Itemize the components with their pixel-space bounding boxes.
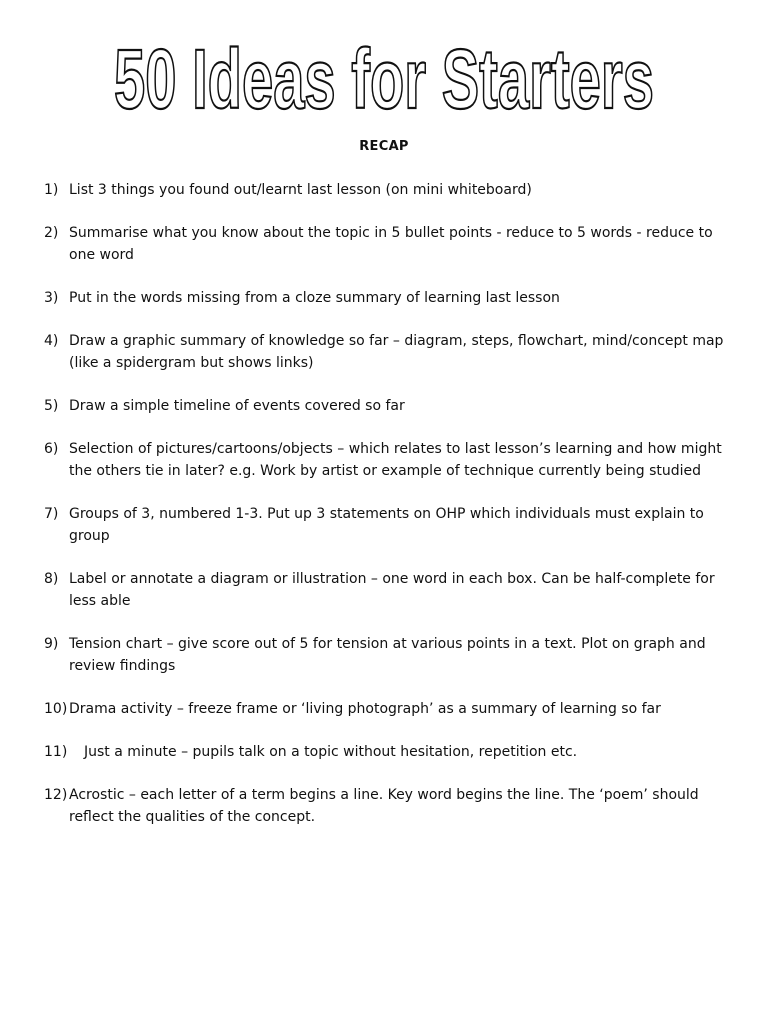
item-text: Summarise what you know about the topic in 5 bullet points - reduce to 5 words - reduce to one word [69, 225, 713, 263]
list-item [44, 568, 734, 612]
item-number: 1) [44, 182, 59, 198]
item-number: 5) [44, 398, 59, 414]
list-item [44, 698, 734, 720]
list-item [44, 503, 734, 547]
item-text: Tension chart – give score out of 5 for tension at various points in a text. Plot on graph and review findings [69, 636, 706, 674]
item-number: 11) [44, 744, 68, 760]
list-item [44, 784, 734, 828]
ideas-list [44, 179, 734, 849]
item-number: 8) [44, 571, 59, 587]
item-text: Just a minute – pupils talk on a topic without hesitation, repetition etc. [84, 744, 578, 760]
list-item [44, 222, 734, 266]
list-item [44, 395, 734, 417]
list-item [44, 438, 734, 482]
list-item [44, 741, 734, 763]
item-text: Label or annotate a diagram or illustration – one word in each box. Can be half-complete for less able [69, 571, 715, 609]
list-item [44, 287, 734, 309]
item-number: 12) [44, 787, 68, 803]
item-text: Selection of pictures/cartoons/objects – which relates to last lesson’s learning and how might the others tie in later? e.g. Work by artist or example of technique currently being studied [69, 441, 722, 479]
item-number: 4) [44, 333, 59, 349]
document-title [0, 28, 768, 128]
list-item [44, 633, 734, 677]
list-item [44, 330, 734, 374]
item-text: Groups of 3, numbered 1-3. Put up 3 statements on OHP which individuals must explain to group [69, 506, 704, 544]
item-text: Drama activity – freeze frame or ‘living photograph’ as a summary of learning so far [69, 701, 661, 717]
item-text: Draw a simple timeline of events covered so far [69, 398, 405, 414]
item-text: Put in the words missing from a cloze summary of learning last lesson [69, 290, 560, 306]
item-number: 2) [44, 225, 59, 241]
item-text: List 3 things you found out/learnt last lesson (on mini whiteboard) [69, 182, 532, 198]
item-number: 9) [44, 636, 59, 652]
item-text: Draw a graphic summary of knowledge so far – diagram, steps, flowchart, mind/concept map (like a spidergram but shows links) [69, 333, 724, 371]
item-number: 7) [44, 506, 59, 522]
item-number: 6) [44, 441, 59, 457]
item-number: 10) [44, 701, 68, 717]
item-text: Acrostic – each letter of a term begins a line. Key word begins the line. The ‘poem’ should reflect the qualities of the concept. [69, 787, 699, 825]
section-heading: RECAP [359, 139, 409, 154]
item-number: 3) [44, 290, 59, 306]
list-item [44, 179, 734, 201]
document-title-text: 50 Ideas for Starters [114, 32, 654, 126]
